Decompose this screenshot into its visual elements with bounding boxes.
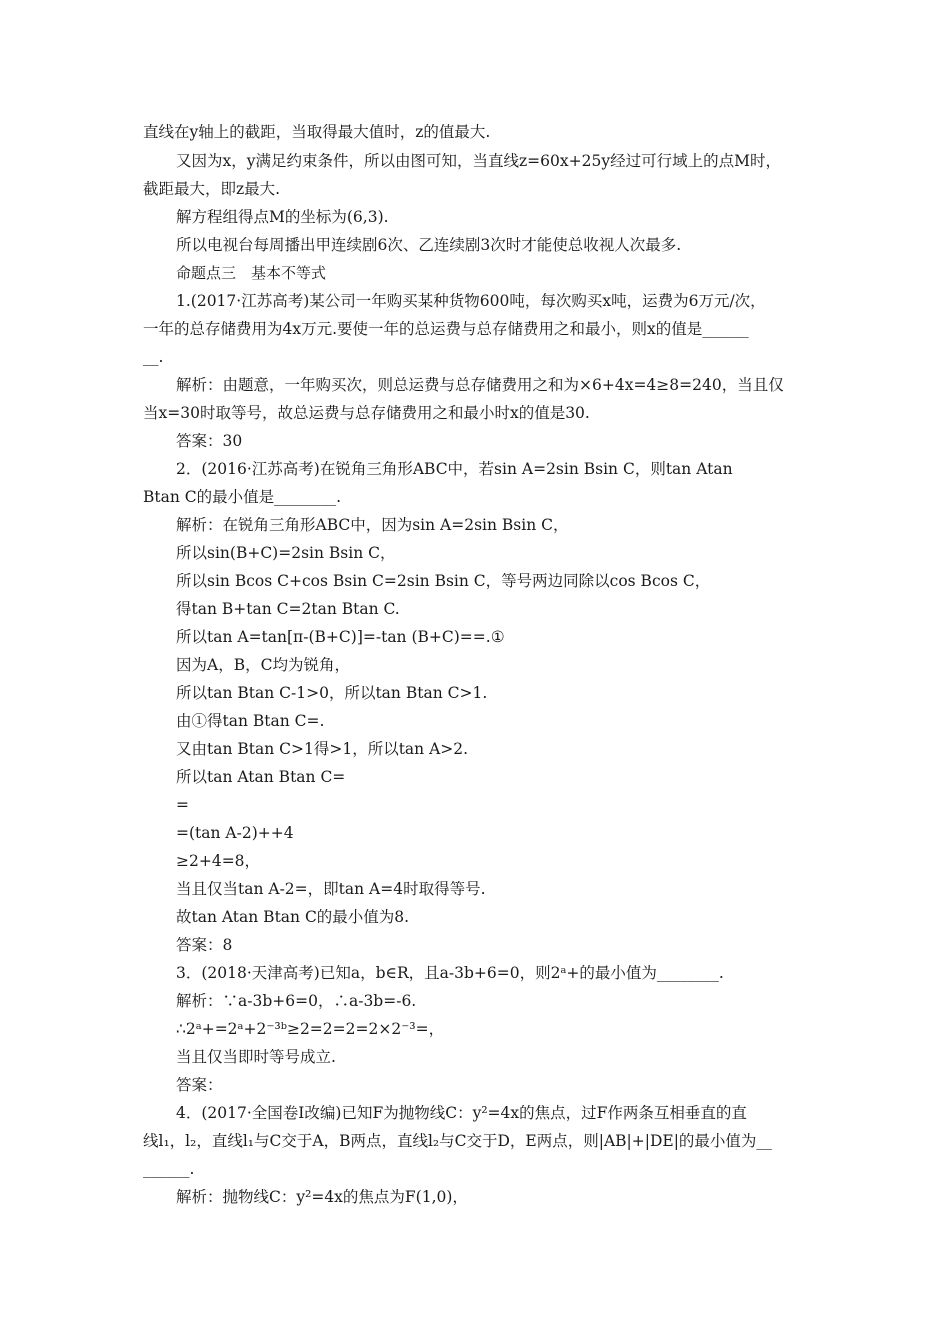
solution-line: ∴2ᵃ+=2ᵃ+2⁻³ᵇ≥2=2=2=2×2⁻³=， [176,1020,445,1038]
problem-1-line: __. [143,348,164,366]
problem-1-line: 1.(2017·江苏高考)某公司一年购买某种货物600吨，每次购买x吨，运费为6万元/次， [176,292,766,310]
answer-line: 答案：30 [176,432,243,450]
solution-line: 解析：抛物线C：y²=4x的焦点为F(1,0)， [176,1188,468,1206]
solution-line: 故tan Atan Btan C的最小值为8. [176,908,410,926]
answer-line: 答案：8 [176,936,233,954]
text-line: 解方程组得点M的坐标为(6,3). [176,208,389,226]
problem-2-line: 2．(2016·江苏高考)在锐角三角形ABC中，若sin A=2sin Bsin C，则tan Atan [176,460,733,478]
solution-line: 所以sin Bcos C+cos Bsin C=2sin Bsin C，等号两边同除以cos Bcos C， [176,572,711,590]
answer-line: 答案： [176,1076,223,1094]
solution-line: 由①得tan Btan C=. [176,712,325,730]
text-line: 又因为x，y满足约束条件，所以由图可知，当直线z=60x+25y经过可行域上的点M时， [176,152,781,170]
text-line: 所以电视台每周播出甲连续剧6次、乙连续剧3次时才能使总收视人次最多. [176,236,682,254]
solution-line: 解析：∵a-3b+6=0，∴a-3b=-6. [176,992,417,1010]
text-line: 截距最大，即z最大. [143,180,281,198]
problem-4-line: 4．(2017·全国卷Ⅰ改编)已知F为抛物线C：y²=4x的焦点，过F作两条互相垂直的直 [176,1104,747,1122]
solution-line: 所以tan Atan Btan C= [176,768,346,786]
problem-3-line: 3．(2018·天津高考)已知a，b∈R，且a-3b+6=0，则2ᵃ+的最小值为________. [176,964,724,982]
solution-line: 当且仅当tan A-2=，即tan A=4时取得等号. [176,880,486,898]
solution-line: 解析：由题意，一年购买次，则总运费与总存储费用之和为×6+4x=4≥8=240，当且仅 [176,376,784,394]
solution-line: 得tan B+tan C=2tan Btan C. [176,600,400,618]
text-line: 直线在y轴上的截距，当取得最大值时，z的值最大. [143,123,491,141]
problem-1-line: 一年的总存储费用为4x万元.要使一年的总运费与总存储费用之和最小，则x的值是______ [143,320,749,338]
solution-line: 所以sin(B+C)=2sin Bsin C， [176,544,396,562]
solution-line: 当且仅当即时等号成立. [176,1048,336,1066]
solution-line: ≥2+4=8， [176,852,261,870]
problem-4-line: 线l₁，l₂，直线l₁与C交于A，B两点，直线l₂与C交于D，E两点，则|AB|+|DE|的最小值为__ [143,1132,772,1150]
solution-line: 解析：在锐角三角形ABC中，因为sin A=2sin Bsin C， [176,516,569,534]
problem-4-line: ______. [143,1160,195,1178]
problem-2-line: Btan C的最小值是________. [143,488,342,506]
solution-line: =(tan A-2)++4 [176,824,294,842]
section-heading: 命题点三 基本不等式 [176,264,327,282]
solution-line: = [176,796,189,814]
solution-line: 所以tan Btan C-1>0，所以tan Btan C>1. [176,684,488,702]
solution-line: 又由tan Btan C>1得>1，所以tan A>2. [176,740,469,758]
solution-line: 当x=30时取等号，故总运费与总存储费用之和最小时x的值是30. [143,404,590,422]
solution-line: 因为A，B，C均为锐角， [176,656,350,674]
solution-line: 所以tan A=tan[π-(B+C)]=-tan (B+C)==.① [176,628,505,646]
